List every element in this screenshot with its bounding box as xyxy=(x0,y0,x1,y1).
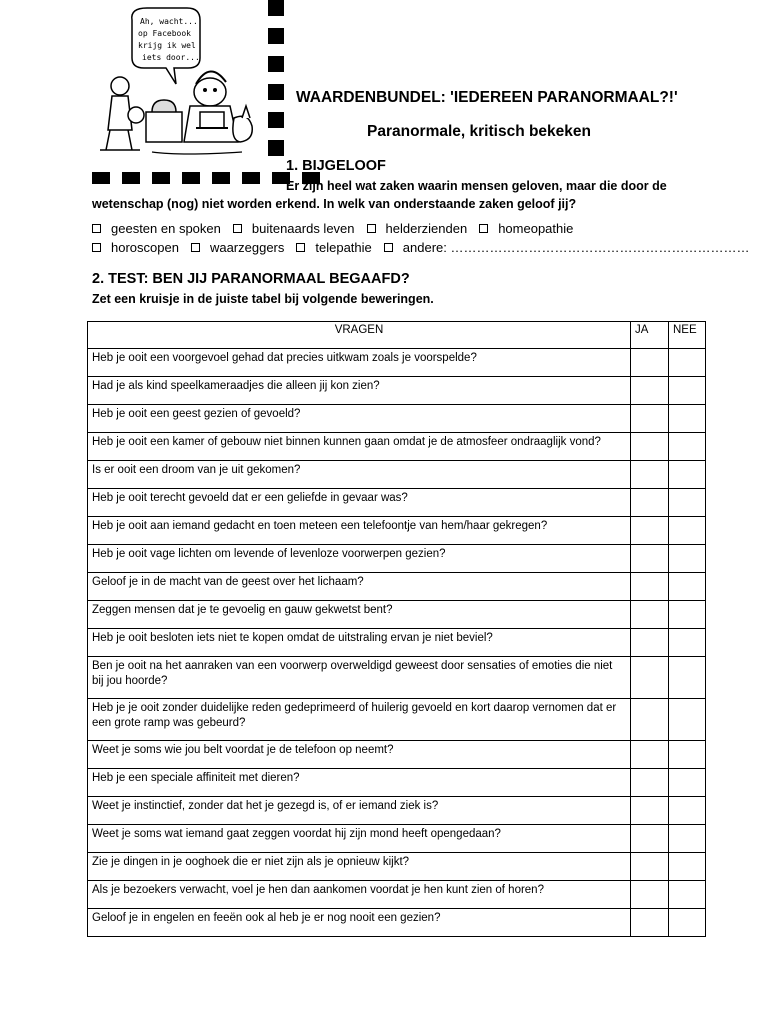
header-nee: NEE xyxy=(669,322,706,349)
nee-cell[interactable] xyxy=(669,433,706,461)
table-row xyxy=(88,517,706,545)
ja-cell[interactable] xyxy=(631,699,669,741)
question-cell: Ben je ooit na het aanraken van een voorwerp overweldigd geweest door sensaties of emoties die niet bij jou hoorde? xyxy=(88,657,631,699)
question-cell: Heb je ooit vage lichten om levende of levenloze voorwerpen gezien? xyxy=(88,545,631,573)
option-andere[interactable] xyxy=(384,240,750,255)
page-subtitle: Paranormale, kritisch bekeken xyxy=(367,123,592,140)
checkbox-icon[interactable] xyxy=(367,224,376,233)
option-label: helderzienden xyxy=(385,221,468,236)
nee-cell[interactable] xyxy=(669,461,706,489)
nee-cell[interactable] xyxy=(669,769,706,797)
table-row xyxy=(88,405,706,433)
ja-cell[interactable] xyxy=(631,377,669,405)
checkbox-icon[interactable] xyxy=(92,224,101,233)
nee-cell[interactable] xyxy=(669,699,706,741)
ja-cell[interactable] xyxy=(631,825,669,853)
ja-cell[interactable] xyxy=(631,545,669,573)
section1-intro-line1: Er zijn heel wat zaken waarin mensen geloven, maar die door de xyxy=(286,179,667,193)
checkbox-icon[interactable] xyxy=(296,243,305,252)
options-row-1 xyxy=(92,221,585,236)
question-cell: Had je als kind speelkameraadjes die alleen jij kon zien? xyxy=(88,377,631,405)
nee-cell[interactable] xyxy=(669,377,706,405)
ja-cell[interactable] xyxy=(631,769,669,797)
cartoon-drawing xyxy=(92,0,268,170)
question-cell: Heb je ooit een voorgevoel gehad dat precies uitkwam zoals je voorspelde? xyxy=(88,349,631,377)
checkbox-icon[interactable] xyxy=(191,243,200,252)
table-row xyxy=(88,349,706,377)
checkbox-icon[interactable] xyxy=(92,243,101,252)
option-homeopathie[interactable] xyxy=(479,221,573,236)
question-cell: Heb je ooit besloten iets niet te kopen omdat de uitstraling ervan je niet beviel? xyxy=(88,629,631,657)
table-row xyxy=(88,825,706,853)
nee-cell[interactable] xyxy=(669,405,706,433)
nee-cell[interactable] xyxy=(669,797,706,825)
table-row xyxy=(88,797,706,825)
table-header-row xyxy=(88,322,706,349)
question-cell: Geloof je in engelen en feeën ook al heb je er nog nooit een gezien? xyxy=(88,909,631,937)
option-label: andere: …………………………………………………………… xyxy=(402,240,750,255)
ja-cell[interactable] xyxy=(631,881,669,909)
ja-cell[interactable] xyxy=(631,433,669,461)
table-row xyxy=(88,657,706,699)
checkbox-icon[interactable] xyxy=(384,243,393,252)
nee-cell[interactable] xyxy=(669,573,706,601)
bubble-line-4: iets door... xyxy=(142,53,200,62)
table-row xyxy=(88,377,706,405)
option-helderzienden[interactable] xyxy=(367,221,468,236)
nee-cell[interactable] xyxy=(669,601,706,629)
ja-cell[interactable] xyxy=(631,517,669,545)
question-cell: Weet je soms wat iemand gaat zeggen voordat hij zijn mond heeft opengedaan? xyxy=(88,825,631,853)
question-cell: Heb je ooit een geest gezien of gevoeld? xyxy=(88,405,631,433)
question-cell: Is er ooit een droom van je uit gekomen? xyxy=(88,461,631,489)
checkbox-icon[interactable] xyxy=(479,224,488,233)
table-row xyxy=(88,601,706,629)
option-geesten[interactable] xyxy=(92,221,221,236)
nee-cell[interactable] xyxy=(669,657,706,699)
table-row xyxy=(88,461,706,489)
nee-cell[interactable] xyxy=(669,741,706,769)
table-row xyxy=(88,629,706,657)
question-cell: Heb je ooit aan iemand gedacht en toen meteen een telefoontje van hem/haar gekregen? xyxy=(88,517,631,545)
table-row xyxy=(88,489,706,517)
ja-cell[interactable] xyxy=(631,797,669,825)
question-cell: Zeggen mensen dat je te gevoelig en gauw gekwetst bent? xyxy=(88,601,631,629)
option-buitenaards[interactable] xyxy=(233,221,355,236)
question-cell: Als je bezoekers verwacht, voel je hen dan aankomen voordat je hen kunt zien of horen? xyxy=(88,881,631,909)
table-row xyxy=(88,909,706,937)
ja-cell[interactable] xyxy=(631,461,669,489)
ja-cell[interactable] xyxy=(631,657,669,699)
section2-intro: Zet een kruisje in de juiste tabel bij volgende beweringen. xyxy=(92,292,434,306)
ja-cell[interactable] xyxy=(631,489,669,517)
checkbox-icon[interactable] xyxy=(233,224,242,233)
question-cell: Zie je dingen in je ooghoek die er niet zijn als je opnieuw kijkt? xyxy=(88,853,631,881)
option-label: buitenaards leven xyxy=(251,221,355,236)
nee-cell[interactable] xyxy=(669,489,706,517)
option-label: geesten en spoken xyxy=(111,221,221,236)
table-row xyxy=(88,433,706,461)
nee-cell[interactable] xyxy=(669,853,706,881)
option-waarzeggers[interactable] xyxy=(191,240,284,255)
section1-heading: 1. BIJGELOOF xyxy=(286,158,386,174)
question-cell: Heb je je ooit zonder duidelijke reden gedeprimeerd of huilerig gevoeld en kort daarop vernomen dat er een grote ramp was gebeurd? xyxy=(88,699,631,741)
ja-cell[interactable] xyxy=(631,853,669,881)
header-ja: JA xyxy=(631,322,669,349)
table-row xyxy=(88,853,706,881)
header-vragen: VRAGEN xyxy=(88,322,631,349)
section1-intro-line2: wetenschap (nog) niet worden erkend. In welk van onderstaande zaken geloof jij? xyxy=(92,197,577,211)
table-row xyxy=(88,881,706,909)
nee-cell[interactable] xyxy=(669,909,706,937)
dashed-border-right xyxy=(268,0,284,170)
option-horoscopen[interactable] xyxy=(92,240,179,255)
option-label: telepathie xyxy=(315,240,372,255)
ja-cell[interactable] xyxy=(631,741,669,769)
options-row-2 xyxy=(92,240,761,255)
ja-cell[interactable] xyxy=(631,405,669,433)
question-cell: Heb je ooit terecht gevoeld dat er een geliefde in gevaar was? xyxy=(88,489,631,517)
page-title: WAARDENBUNDEL: 'IEDEREEN PARANORMAAL?!' xyxy=(296,89,678,106)
ja-cell[interactable] xyxy=(631,349,669,377)
table-row xyxy=(88,769,706,797)
question-cell: Weet je instinctief, zonder dat het je gezegd is, of er iemand ziek is? xyxy=(88,797,631,825)
ja-cell[interactable] xyxy=(631,909,669,937)
option-label: horoscopen xyxy=(111,240,179,255)
section2-heading: 2. TEST: BEN JIJ PARANORMAAL BEGAAFD? xyxy=(92,271,410,287)
bubble-line-3: krijg ik wel xyxy=(138,41,196,50)
nee-cell[interactable] xyxy=(669,825,706,853)
table-row xyxy=(88,741,706,769)
option-label: waarzeggers xyxy=(209,240,285,255)
bubble-line-2: op Facebook xyxy=(138,29,191,38)
question-cell: Geloof je in de macht van de geest over het lichaam? xyxy=(88,573,631,601)
nee-cell[interactable] xyxy=(669,629,706,657)
ja-cell[interactable] xyxy=(631,573,669,601)
question-cell: Weet je soms wie jou belt voordat je de telefoon op neemt? xyxy=(88,741,631,769)
nee-cell[interactable] xyxy=(669,881,706,909)
question-cell: Heb je een speciale affiniteit met dieren? xyxy=(88,769,631,797)
questions-table xyxy=(87,321,706,937)
table-row xyxy=(88,545,706,573)
ja-cell[interactable] xyxy=(631,629,669,657)
table-row xyxy=(88,699,706,741)
ja-cell[interactable] xyxy=(631,601,669,629)
option-label: homeopathie xyxy=(498,221,574,236)
nee-cell[interactable] xyxy=(669,545,706,573)
cartoon-illustration xyxy=(92,0,288,185)
question-cell: Heb je ooit een kamer of gebouw niet binnen kunnen gaan omdat je de atmosfeer ondraaglijk vond? xyxy=(88,433,631,461)
table-row xyxy=(88,573,706,601)
bubble-line-1: Ah, wacht... xyxy=(140,17,198,26)
nee-cell[interactable] xyxy=(669,517,706,545)
option-telepathie[interactable] xyxy=(296,240,371,255)
nee-cell[interactable] xyxy=(669,349,706,377)
